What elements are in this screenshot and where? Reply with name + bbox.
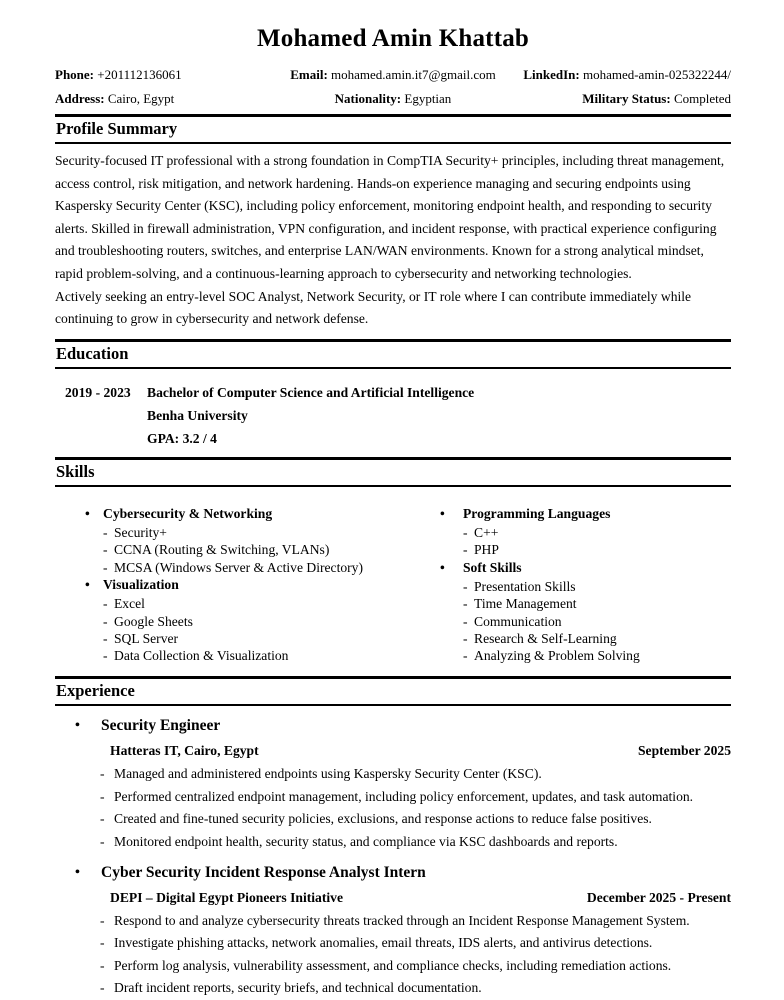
experience-bullet: - Respond to and analyze cybersecurity threats tracked through an Incident Response Management System.	[55, 910, 731, 932]
skill-item: - C++	[393, 524, 731, 541]
section-title-education: Education	[56, 343, 129, 363]
experience-bullets	[55, 910, 731, 1000]
experience-bullet: - Created and fine-tuned security policies, exclusions, and response actions to reduce false positives.	[55, 808, 731, 830]
experience-bullet: - Managed and administered endpoints using Kaspersky Security Center (KSC).	[55, 763, 731, 785]
section-header-education	[55, 339, 731, 369]
skill-group-name: • Soft Skills	[393, 559, 731, 576]
education-degree: Bachelor of Computer Science and Artificial Intelligence	[147, 384, 475, 400]
skill-item: - Data Collection & Visualization	[55, 647, 393, 664]
experience-bullets	[55, 763, 731, 853]
contact-phone	[55, 67, 263, 83]
contact-address-value: Cairo, Egypt	[107, 91, 175, 106]
section-header-profile-summary	[55, 114, 731, 144]
skill-item: - Google Sheets	[55, 613, 393, 630]
contact-linkedin	[523, 67, 731, 83]
profile-paragraph: Actively seeking an entry-level SOC Analyst, Network Security, or IT role where I can contribute immediately while continuing to grow in cybersecurity and network defense.	[55, 288, 692, 327]
contact-nationality	[263, 91, 523, 107]
contact-military-status	[523, 91, 731, 107]
section-header-skills	[55, 457, 731, 487]
education-university: Benha University	[147, 407, 248, 423]
contact-military-status-value: Completed	[673, 91, 731, 106]
experience-organization: DEPI – Digital Egypt Pioneers Initiative	[110, 890, 343, 906]
contact-email-label: Email:	[290, 67, 328, 82]
profile-paragraph: Security-focused IT professional with a strong foundation in CompTIA Security+ principles, including threat management, access control, risk mitigation, and network hardening. Hands-on experience managing and securing endpoints using Kaspersky Security Center (KSC), including policy enforcement, monitoring endpoint health, and responding to security alerts. Skilled in firewall administration, VPN configuration, and incident response, with practical experience configuring and troubleshooting routers, switches, and enterprise LAN/WAN environments. Known for a strong analytical mindset, rapid problem-solving, and a continuous-learning approach to cybersecurity and networking technologies.	[55, 153, 725, 281]
section-title-experience: Experience	[56, 681, 135, 701]
skill-group-name: • Visualization	[55, 576, 393, 593]
contact-nationality-label: Nationality:	[334, 91, 402, 106]
education-details	[147, 381, 731, 450]
skill-item: - Communication	[393, 613, 731, 630]
skill-item: - Research & Self-Learning	[393, 630, 731, 647]
education-years: 2019 - 2023	[65, 384, 131, 400]
experience-bullet: - Monitored endpoint health, security status, and compliance via KSC dashboards and reports.	[55, 831, 731, 853]
skill-item: - Security+	[55, 524, 393, 541]
experience-organization: Hatteras IT, Cairo, Egypt	[110, 743, 259, 759]
experience-bullet: - Perform log analysis, vulnerability assessment, and compliance checks, including remediation actions.	[55, 955, 731, 977]
contact-linkedin-value: mohamed-amin-025322244/	[582, 67, 731, 82]
contact-info	[55, 67, 731, 107]
contact-phone-value: +201112136061	[97, 67, 182, 82]
contact-email	[263, 67, 523, 83]
contact-address-label: Address:	[55, 91, 105, 106]
skill-item: - Excel	[55, 595, 393, 612]
experience-bullet: - Performed centralized endpoint management, including policy enforcement, updates, and task automation.	[55, 786, 731, 808]
skill-group-name: • Cybersecurity & Networking	[55, 505, 393, 522]
contact-email-value: mohamed.amin.it7@gmail.com	[331, 67, 496, 82]
experience-subrow	[55, 742, 731, 759]
resume-name: Mohamed Amin Khattab	[256, 25, 530, 52]
skill-item: - MCSA (Windows Server & Active Directory)	[55, 559, 393, 576]
education-gpa: GPA: 3.2 / 4	[147, 430, 217, 446]
skill-item: - SQL Server	[55, 630, 393, 647]
skill-item: - PHP	[393, 541, 731, 558]
experience-date: December 2025 - Present	[586, 890, 731, 906]
contact-address	[55, 91, 263, 107]
skill-item: - Time Management	[393, 595, 731, 612]
section-title-profile-summary: Profile Summary	[56, 119, 178, 138]
skills-column-right	[393, 505, 731, 665]
contact-linkedin-label: LinkedIn:	[523, 67, 580, 82]
skill-item: - Presentation Skills	[393, 578, 731, 595]
experience-role: • Security Engineer	[55, 716, 731, 735]
skill-group-name: • Programming Languages	[393, 505, 731, 522]
experience-bullet: - Investigate phishing attacks, network anomalies, email threats, IDS alerts, and antivirus detections.	[55, 932, 731, 954]
contact-phone-label: Phone:	[55, 67, 94, 82]
section-header-experience	[55, 676, 731, 706]
section-title-skills: Skills	[56, 461, 95, 481]
experience-entry	[55, 863, 731, 1000]
profile-summary-text	[55, 150, 731, 331]
contact-military-status-label: Military Status:	[582, 91, 671, 106]
experience-subrow	[55, 889, 731, 906]
experience-bullet: - Draft incident reports, security briefs, and technical documentation.	[55, 977, 731, 999]
skill-item: - Analyzing & Problem Solving	[393, 647, 731, 664]
contact-nationality-value: Egyptian	[404, 91, 452, 106]
experience-role: • Cyber Security Incident Response Analyst Intern	[55, 863, 731, 882]
skills-column-left	[55, 505, 393, 665]
skills-columns	[55, 505, 731, 665]
education-entry	[55, 381, 731, 450]
skill-item: - CCNA (Routing & Switching, VLANs)	[55, 541, 393, 558]
experience-entry	[55, 716, 731, 853]
experience-date: September 2025	[637, 743, 731, 759]
